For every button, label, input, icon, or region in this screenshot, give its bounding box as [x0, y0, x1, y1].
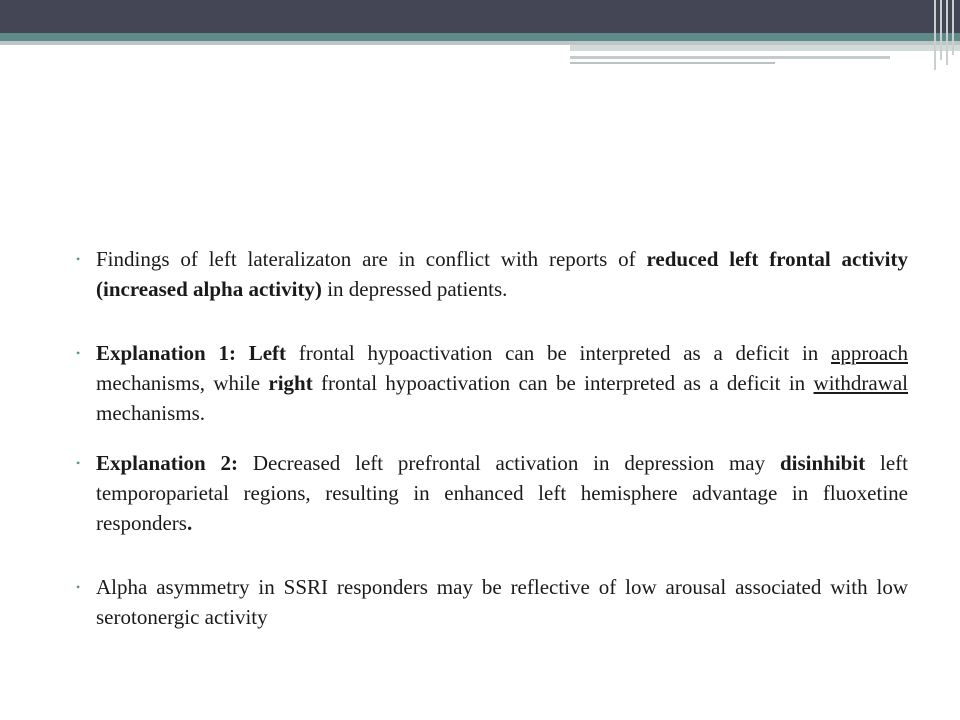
corner-decoration: [930, 0, 960, 70]
bullet-text: [96, 572, 908, 632]
text-run: in depressed patients.: [321, 277, 508, 301]
bold-text: .: [186, 511, 193, 535]
text-run: mechanisms, while: [96, 371, 269, 395]
bold-text: Explanation 2:: [96, 451, 239, 475]
header-band: [0, 0, 960, 33]
bullet-item: [76, 244, 908, 304]
text-run: left temporoparietal regions, resulting in enhanced left hemisphere advantage in fluoxetine responders: [96, 451, 909, 535]
bold-text: disinhibit: [779, 451, 866, 475]
text-run: Findings of left lateralizaton are in conflict with reports of: [96, 247, 647, 271]
text-run: frontal hypoactivation can be interpreted as a deficit in: [286, 341, 832, 365]
bullet-dot: •: [76, 580, 81, 594]
header-accent-band: [0, 33, 960, 41]
header-stripe: [570, 62, 775, 64]
text-run: frontal hypoactivation can be interpreted as a deficit in: [312, 371, 814, 395]
header-stripe: [570, 45, 960, 51]
underlined-text: withdrawal: [813, 371, 909, 395]
bullet-text: [96, 448, 908, 538]
bullet-item: [76, 572, 908, 632]
bullet-text: [96, 244, 908, 304]
bold-text: Explanation 1: Left: [96, 341, 287, 365]
bullet-item: [76, 338, 908, 428]
bullet-dot: •: [76, 346, 81, 360]
header-stripe: [570, 56, 890, 59]
underlined-text: approach: [831, 341, 909, 365]
text-run: Alpha asymmetry in SSRI responders may be reflective of low arousal associated with low serotonergic activity: [96, 575, 908, 629]
slide-body: [76, 244, 908, 632]
bullet-dot: •: [76, 456, 81, 470]
bullet-item: [76, 448, 908, 538]
text-run: Decreased left prefrontal activation in depression may: [238, 451, 780, 475]
bold-text: right: [268, 371, 313, 395]
text-run: mechanisms.: [96, 401, 206, 425]
bold-text: reduced left frontal activity (increased alpha activity): [96, 247, 908, 301]
bullet-text: [96, 338, 908, 428]
bullet-dot: •: [76, 252, 81, 266]
